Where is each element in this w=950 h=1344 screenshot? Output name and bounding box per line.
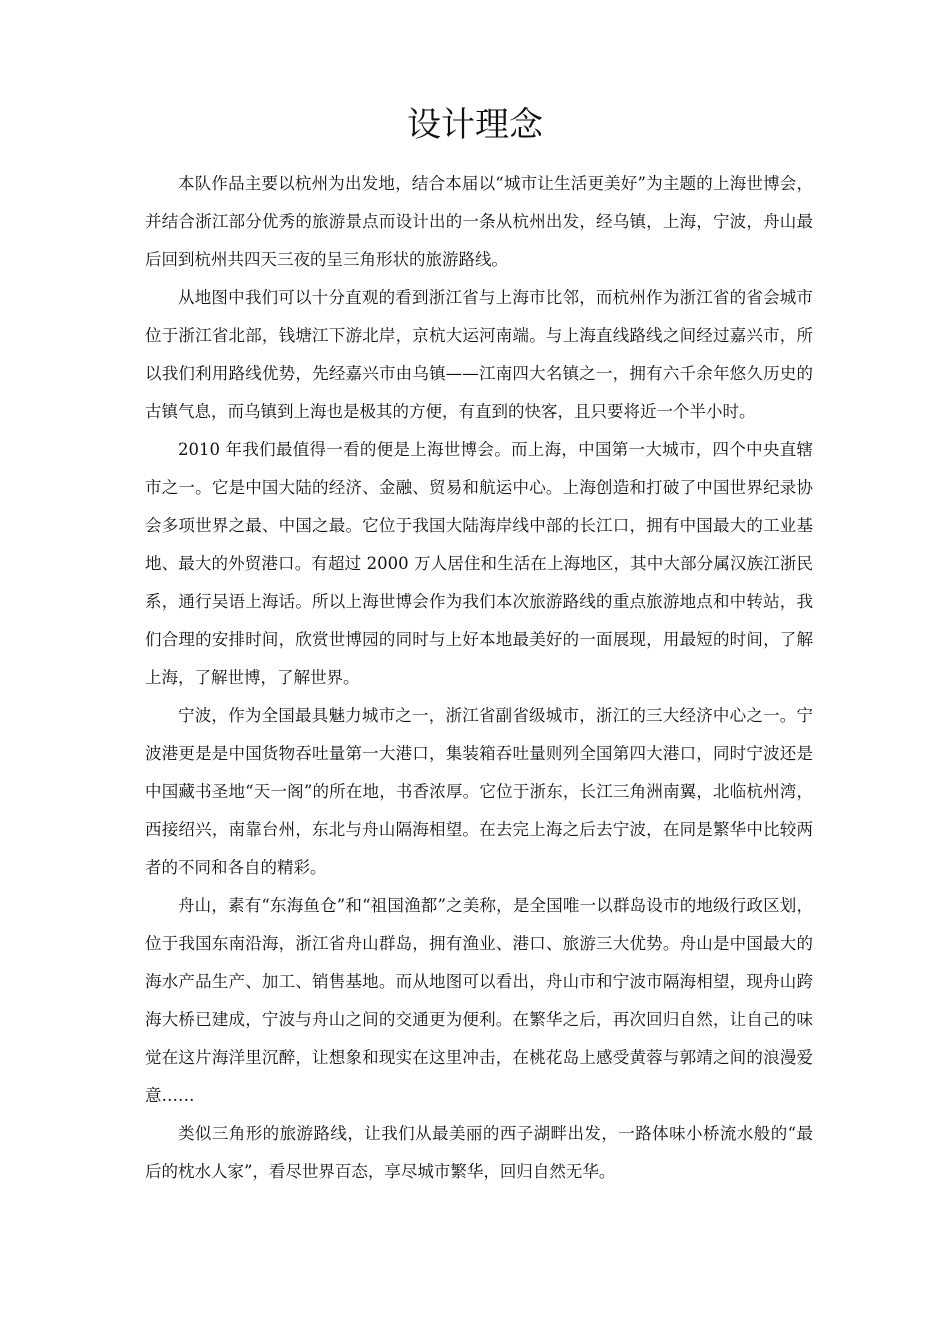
- paragraph-intro: 本队作品主要以杭州为出发地，结合本届以“城市让生活更美好”为主题的上海世博会，并结合浙江部分优秀的旅游景点而设计出的一条从杭州出发，经乌镇，上海，宁波，舟山最后回到杭州共四天三夜的呈三角形状的旅游路线。: [145, 174, 813, 269]
- paragraph-hangzhou-wuzhen: 从地图中我们可以十分直观的看到浙江省与上海市比邻，而杭州作为浙江省的省会城市位于浙江省北部，钱塘江下游北岸，京杭大运河南端。与上海直线路线之间经过嘉兴市，所以我们利用路线优势，先经嘉兴市由乌镇——江南四大名镇之一，拥有六千余年悠久历史的古镇气息，而乌镇到上海也是极其的方便，有直到的快客，且只要将近一个半小时。: [145, 288, 813, 421]
- paragraph-ningbo: 宁波，作为全国最具魅力城市之一，浙江省副省级城市，浙江的三大经济中心之一。宁波港更是是中国货物吞吐量第一大港口，集装箱吞吐量则列全国第四大港口，同时宁波还是中国藏书圣地“天一阁”的所在地，书香浓厚。它位于浙东，长江三角洲南翼，北临杭州湾，西接绍兴，南靠台州，东北与舟山隔海相望。在去完上海之后去宁波，在同是繁华中比较两者的不同和各自的精彩。: [145, 706, 813, 877]
- document-body: [145, 165, 813, 1191]
- page-title: 设计理念: [407, 105, 543, 145]
- paragraph-zhoushan: 舟山，素有“东海鱼仓”和“祖国渔都”之美称，是全国唯一以群岛设市的地级行政区划，位于我国东南沿海，浙江省舟山群岛，拥有渔业、港口、旅游三大优势。舟山是中国最大的海水产品生产、加工、销售基地。而从地图可以看出，舟山市和宁波市隔海相望，现舟山跨海大桥已建成，宁波与舟山之间的交通更为便利。在繁华之后，再次回归自然，让自己的味觉在这片海洋里沉醉，让想象和现实在这里冲击，在桃花岛上感受黄蓉与郭靖之间的浪漫爱意……: [145, 896, 813, 1105]
- paragraph-shanghai: 2010 年我们最值得一看的便是上海世博会。而上海，中国第一大城市，四个中央直辖市之一。它是中国大陆的经济、金融、贸易和航运中心。上海创造和打破了中国世界纪录协会多项世界之最、中国之最。它位于我国大陆海岸线中部的长江口，拥有中国最大的工业基地、最大的外贸港口。有超过 2000 万人居住和生活在上海地区，其中大部分属汉族江浙民系，通行吴语上海话。所以上海世博会作为我们本次旅游路线的重点旅游地点和中转站，我们合理的安排时间，欣赏世博园的同时与上好本地最美好的一面展现，用最短的时间，了解上海，了解世博，了解世界。: [145, 440, 813, 687]
- paragraph-conclusion: 类似三角形的旅游路线，让我们从最美丽的西子湖畔出发，一路体味小桥流水般的“最后的枕水人家”，看尽世界百态，享尽城市繁华，回归自然无华。: [145, 1124, 813, 1181]
